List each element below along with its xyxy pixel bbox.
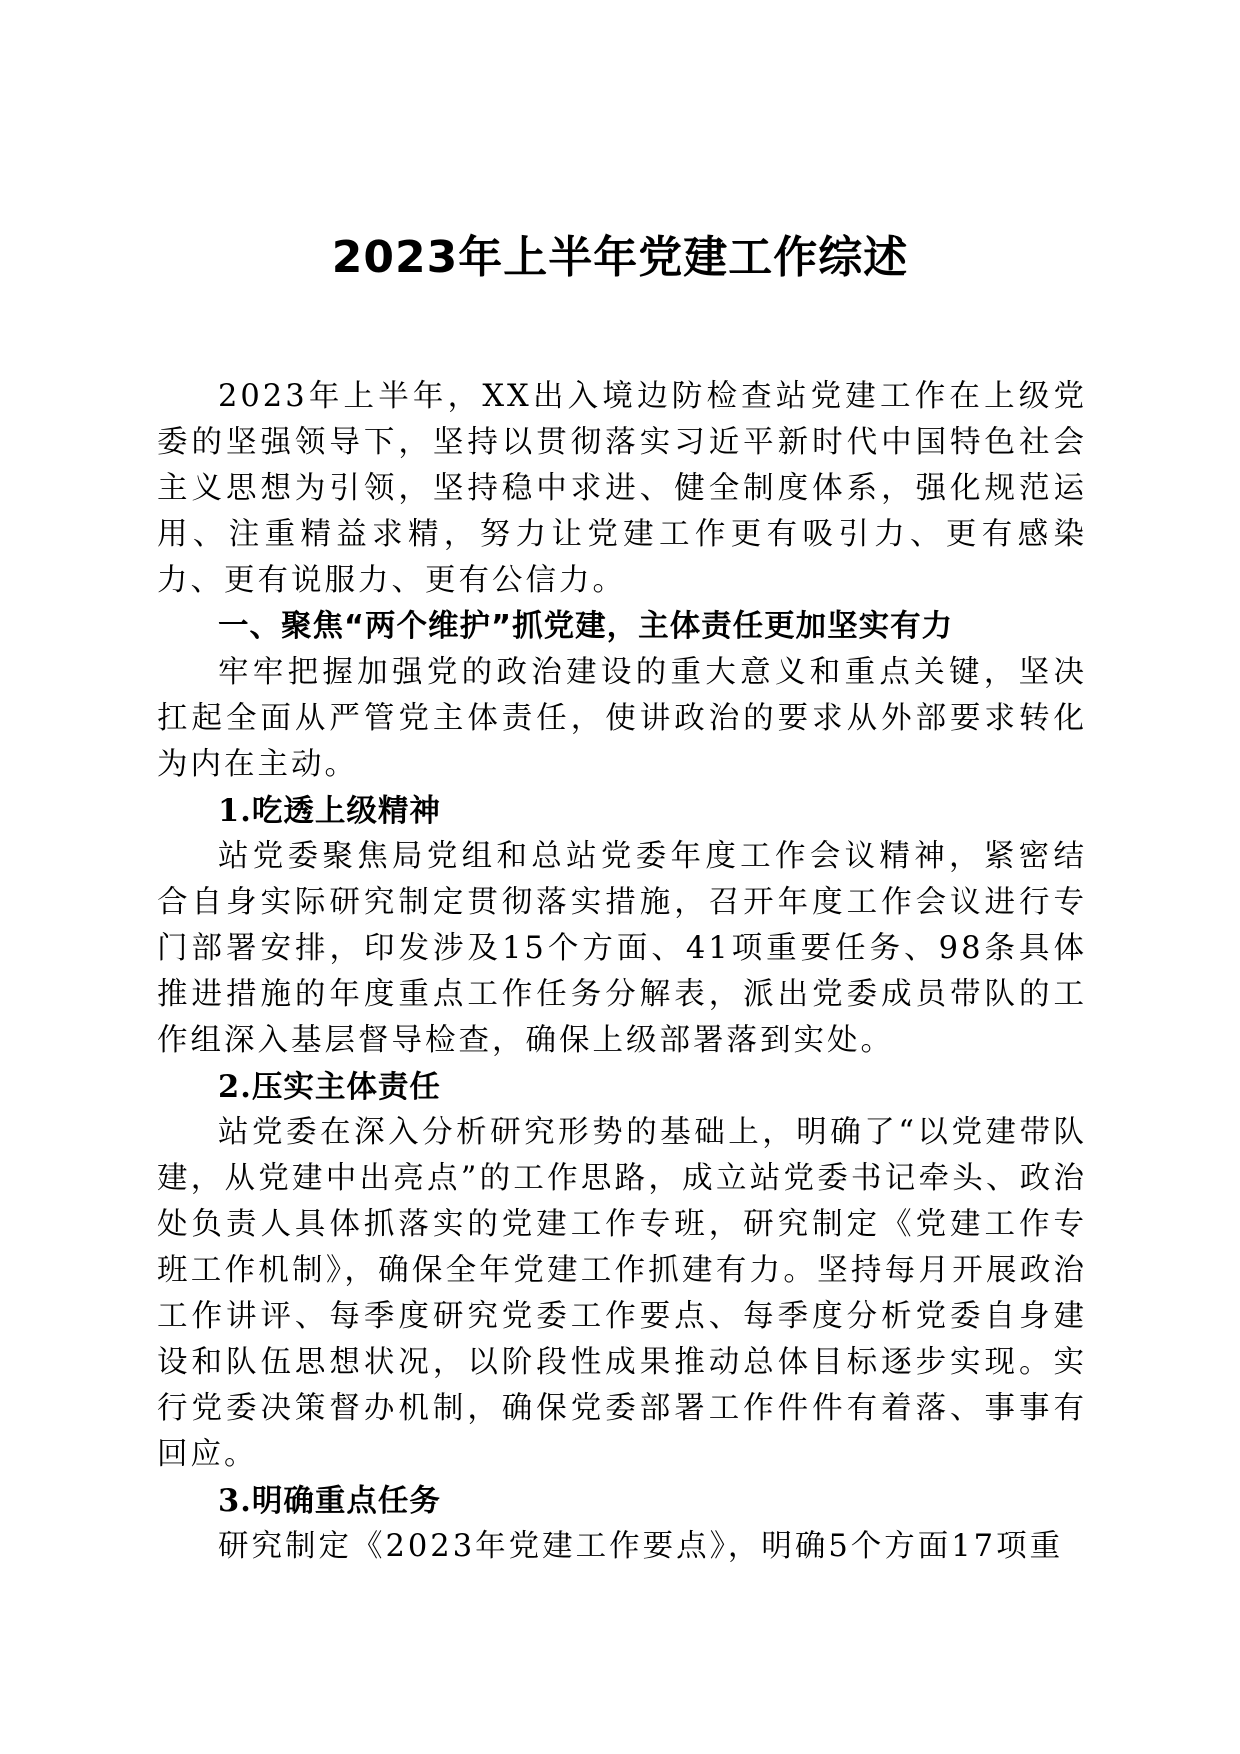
section-heading: 一、聚焦“两个维护”抓党建，主体责任更加坚实有力: [218, 609, 954, 644]
subsection-paragraph-1: 站党委聚焦局党组和总站党委年度工作会议精神，紧密结合自身实际研究制定贯彻落实措施，召开年度工作会议进行专门部署安排，印发涉及15个方面、41项重要任务、98条具体推进措施的年度重点工作任务分解表，派出党委成员带队的工作组深入基层督导检查，确保上级部署落到实处。: [157, 839, 1087, 1058]
subsection-paragraph-3: 研究制定《2023年党建工作要点》，明确5个方面17项重: [218, 1529, 1064, 1564]
subsection-heading-3: 3.明确重点任务: [218, 1483, 441, 1519]
section-intro-paragraph: 牢牢把握加强党的政治建设的重大意义和重点关键，坚决扛起全面从严管党主体责任，使讲政治的要求从外部要求转化为内在主动。: [157, 655, 1087, 782]
subsection-heading-1: 1.吃透上级精神: [218, 793, 441, 829]
subsection-paragraph-2: 站党委在深入分析研究形势的基础上，明确了“以党建带队建，从党建中出亮点”的工作思路，成立站党委书记牵头、政治处负责人具体抓落实的党建工作专班，研究制定《党建工作专班工作机制》，确保全年党建工作抓建有力。坚持每月开展政治工作讲评、每季度研究党委工作要点、每季度分析党委自身建设和队伍思想状况，以阶段性成果推动总体目标逐步实现。实行党委决策督办机制，确保党委部署工作件件有着落、事事有回应。: [157, 1115, 1087, 1472]
subsection-heading-2: 2.压实主体责任: [218, 1069, 441, 1105]
document-title: 2023年上半年党建工作综述: [331, 232, 909, 283]
intro-paragraph: 2023年上半年，XX出入境边防检查站党建工作在上级党委的坚强领导下，坚持以贯彻落实习近平新时代中国特色社会主义思想为引领，坚持稳中求进、健全制度体系，强化规范运用、注重精益求精，努力让党建工作更有吸引力、更有感染力、更有说服力、更有公信力。: [157, 379, 1087, 598]
document-body: [157, 374, 1087, 1570]
